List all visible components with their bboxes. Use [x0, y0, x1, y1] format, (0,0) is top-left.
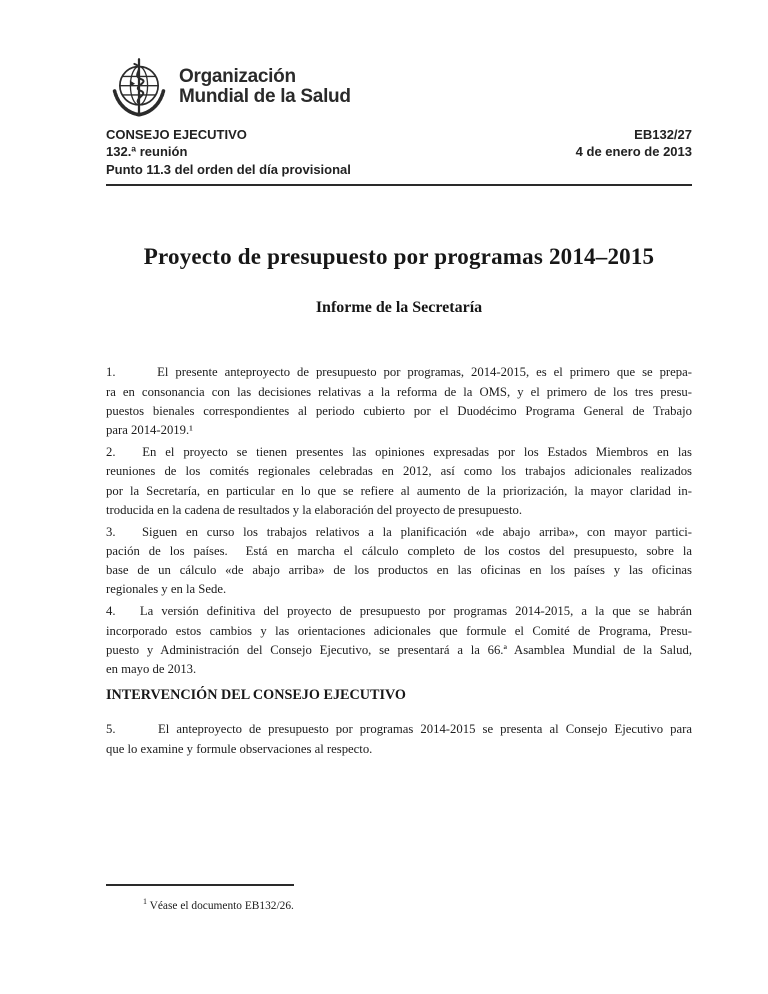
paragraph-line: puestos bienales correspondientes al periodo cubierto por el Duodécimo Programa General de Trabajo: [106, 403, 692, 418]
paragraph-line: regionales y en la Sede.: [106, 582, 227, 597]
who-logo-line2: Mundial de la Salud: [179, 86, 351, 107]
paragraph-line: en mayo de 2013.: [106, 662, 197, 677]
footnote-marker: 1: [143, 897, 147, 906]
agenda-item: Punto 11.3 del orden del día provisional: [106, 161, 351, 177]
body-paragraph: [106, 523, 692, 600]
paragraph-line: 3. Siguen en curso los trabajos relativos a la planificación «de abajo arriba», con mayor partici-: [106, 524, 692, 539]
paragraph-line: 1. El presente anteproyecto de presupuesto por programas, 2014-2015, es el primero que se prepa-: [106, 365, 692, 380]
body-paragraph: [106, 363, 692, 440]
paragraph-line: 5. El anteproyecto de presupuesto por programas 2014-2015 se presenta al Consejo Ejecutivo para: [106, 722, 692, 737]
paragraph-line: 4. La versión definitiva del proyecto de presupuesto por programas 2014-2015, a la que se habrán: [106, 604, 692, 619]
footnote-body: Véase el documento EB132/26.: [147, 899, 294, 912]
body-paragraph: [106, 602, 692, 679]
paragraph-line: puesto y Administración del Consejo Ejecutivo, se presentará a la 66.ª Asamblea Mundial de la Salud,: [106, 642, 692, 657]
document-number: EB132/27: [634, 127, 692, 142]
paragraph-line: troducida en la cadena de resultados y la elaboración del proyecto de presupuesto.: [106, 502, 523, 517]
paragraph-line: 2. En el proyecto se tienen presentes las opiniones expresadas por los Estados Miembros en las: [106, 444, 692, 459]
paragraph-line: base de un cálculo «de abajo arriba» de los productos en las oficinas en los países y las oficinas: [106, 563, 692, 578]
paragraph-line: que lo examine y formule observaciones al respecto.: [106, 741, 373, 756]
footnote-divider: [106, 884, 294, 886]
paragraphs-after-heading: [106, 720, 692, 759]
page-title: Proyecto de presupuesto por programas 2014–2015: [143, 244, 655, 270]
body-paragraph: [106, 720, 692, 759]
paragraph-line: incorporado estos cambios y las orientaciones adicionales que formule el Comité de Programa, Presu-: [106, 623, 692, 638]
who-emblem-icon: [106, 55, 172, 119]
document-header: [106, 126, 692, 178]
body-text: [106, 363, 692, 759]
footnote-text: [106, 897, 692, 912]
header-divider: [106, 184, 692, 186]
paragraph-line: pación de los países. Está en marcha el cálculo completo de los costos del presupuesto, sobre la: [106, 543, 692, 558]
paragraph-line: reuniones de los comités regionales celebradas en 2012, así como los trabajos adicionales realizados: [106, 464, 692, 479]
who-logo-line1: Organización: [179, 65, 296, 87]
page-subtitle: Informe de la Secretaría: [315, 299, 483, 317]
paragraph-line: por la Secretaría, en particular en lo que se refiere al aumento de la priorización, la mayor claridad in-: [106, 483, 692, 498]
paragraph-line: para 2014-2019.¹: [106, 423, 193, 438]
header-left-block: [106, 126, 351, 178]
paragraph-line: ra en consonancia con las decisiones relativas a la reforma de la OMS, y el primero de los tres presu-: [106, 384, 692, 399]
committee-name: CONSEJO EJECUTIVO: [106, 127, 247, 142]
session-number: 132.ª reunión: [106, 144, 188, 160]
who-logo: [106, 55, 692, 119]
section-heading: INTERVENCIÓN DEL CONSEJO EJECUTIVO: [106, 687, 406, 704]
header-right-block: [576, 126, 692, 178]
paragraphs-before-heading: [106, 363, 692, 679]
who-logo-text: [179, 67, 351, 108]
document-date: 4 de enero de 2013: [575, 144, 692, 160]
body-paragraph: [106, 443, 692, 520]
footnote-area: [106, 884, 692, 912]
